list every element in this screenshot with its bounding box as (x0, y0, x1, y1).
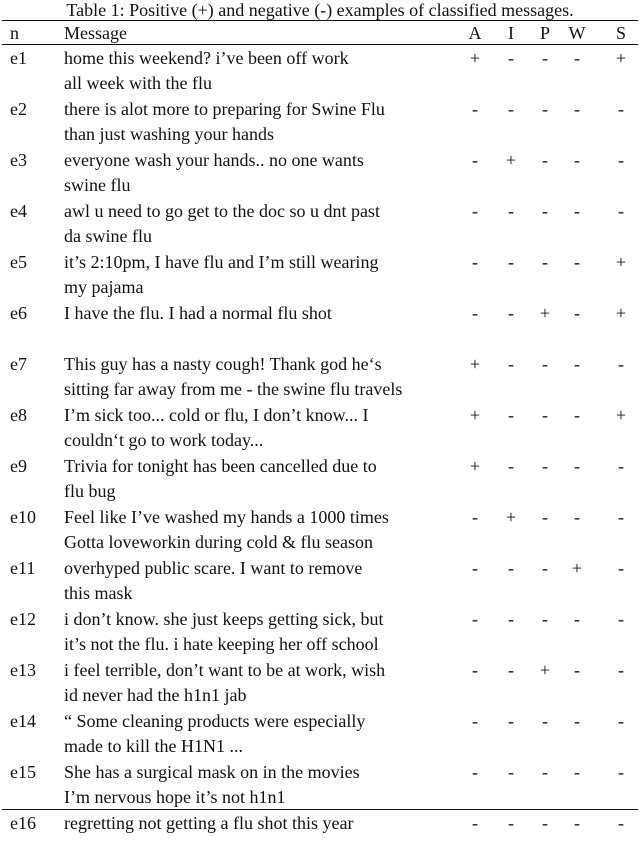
flag-s: - (618, 456, 624, 476)
flag-i: - (508, 456, 514, 476)
header-rule (2, 44, 638, 45)
message-line: I’m nervous hope it’s not h1n1 (64, 787, 286, 807)
flag-w: - (574, 813, 580, 833)
flag-w: - (574, 405, 580, 425)
flag-p: - (542, 48, 548, 68)
row-message (64, 811, 353, 836)
flag-s: - (618, 99, 624, 119)
flag-w: - (574, 99, 580, 119)
flag-a: - (472, 813, 478, 833)
message-line: da swine flu (64, 226, 152, 246)
row-id: e3 (10, 150, 27, 170)
message-line: all week with the flu (64, 73, 212, 93)
flag-s: - (618, 201, 624, 221)
row-message (64, 607, 383, 657)
row-id: e16 (10, 813, 36, 833)
message-line: home this weekend? i’ve been off work (64, 48, 349, 68)
row-message (64, 148, 364, 198)
flag-s: + (615, 303, 627, 323)
row-message (64, 250, 378, 300)
flag-a: - (472, 660, 478, 680)
row-id: e11 (10, 558, 36, 578)
message-line: it’s 2:10pm, I have flu and I’m still wearing (64, 252, 379, 272)
row-message (64, 505, 389, 555)
header-n: n (10, 23, 19, 43)
flag-w: - (574, 507, 580, 527)
row-message (64, 301, 332, 326)
flag-w: - (574, 354, 580, 374)
flag-s: - (618, 609, 624, 629)
flag-s: - (618, 558, 624, 578)
flag-w: - (574, 150, 580, 170)
message-line: id never had the h1n1 jab (64, 685, 247, 705)
flag-i: - (508, 99, 514, 119)
flag-i: - (508, 660, 514, 680)
message-line: This guy has a nasty cough! Thank god he‘s (64, 354, 382, 374)
row-id: e2 (10, 99, 27, 119)
row-id: e7 (10, 354, 27, 374)
header-p: P (539, 23, 550, 43)
row-id: e8 (10, 405, 27, 425)
message-line: my pajama (64, 277, 144, 297)
flag-i: - (508, 354, 514, 374)
message-line: I’m sick too... cold or flu, I don’t know... I (64, 405, 369, 425)
flag-s: - (618, 150, 624, 170)
flag-p: - (542, 252, 548, 272)
message-line: She has a surgical mask on in the movies (64, 762, 360, 782)
flag-p: - (542, 558, 548, 578)
flag-w: - (574, 762, 580, 782)
flag-a: - (472, 609, 478, 629)
flag-s: + (615, 48, 627, 68)
flag-p: - (542, 405, 548, 425)
flag-s: - (618, 660, 624, 680)
table-row (0, 403, 640, 454)
message-line: i don’t know. she just keeps getting sick, but (64, 609, 384, 629)
flag-p: - (542, 762, 548, 782)
row-message (64, 46, 349, 96)
message-line: than just washing your hands (64, 124, 274, 144)
top-rule (2, 20, 638, 21)
message-line: this mask (64, 583, 133, 603)
flag-p: - (542, 813, 548, 833)
flag-a: + (469, 456, 481, 476)
flag-w: - (574, 456, 580, 476)
message-line: Trivia for tonight has been cancelled due to (64, 456, 377, 476)
flag-a: + (469, 48, 481, 68)
flag-i: - (508, 558, 514, 578)
flag-w: + (571, 558, 583, 578)
table-row (0, 301, 640, 352)
message-line: I have the flu. I had a normal flu shot (64, 303, 332, 323)
bottom-rule (2, 809, 638, 810)
flag-s: - (618, 762, 624, 782)
flag-w: - (574, 303, 580, 323)
message-line: regretting not getting a flu shot this year (64, 813, 354, 833)
flag-i: + (505, 150, 517, 170)
flag-a: - (472, 762, 478, 782)
message-line: everyone wash your hands.. no one wants (64, 150, 364, 170)
row-message (64, 199, 380, 249)
message-line: flu bug (64, 481, 116, 501)
flag-a: - (472, 711, 478, 731)
header-message: Message (64, 23, 127, 43)
flag-a: + (469, 354, 481, 374)
row-message (64, 658, 385, 708)
message-line: overhyped public scare. I want to remove (64, 558, 363, 578)
flag-i: - (508, 48, 514, 68)
flag-s: + (615, 405, 627, 425)
row-id: e1 (10, 48, 27, 68)
flag-s: - (618, 507, 624, 527)
flag-s: - (618, 813, 624, 833)
flag-i: - (508, 609, 514, 629)
table-row (0, 352, 640, 403)
flag-p: - (542, 456, 548, 476)
row-message (64, 97, 385, 147)
row-message (64, 352, 402, 402)
flag-i: + (505, 507, 517, 527)
row-id: e12 (10, 609, 36, 629)
flag-p: - (542, 150, 548, 170)
table-row (0, 97, 640, 148)
flag-a: - (472, 99, 478, 119)
flag-s: - (618, 711, 624, 731)
message-line: sitting far away from me - the swine flu travels (64, 379, 403, 399)
table-row (0, 658, 640, 709)
flag-i: - (508, 762, 514, 782)
table-row (0, 556, 640, 607)
flag-a: - (472, 303, 478, 323)
row-message (64, 403, 368, 453)
message-line: Gotta loveworkin during cold & flu season (64, 532, 373, 552)
message-line: i feel terrible, don’t want to be at work, wish (64, 660, 386, 680)
flag-i: - (508, 405, 514, 425)
table-row (0, 199, 640, 250)
flag-w: - (574, 609, 580, 629)
flag-w: - (574, 660, 580, 680)
table-row (0, 760, 640, 811)
flag-w: - (574, 252, 580, 272)
table-caption: Table 1: Positive (+) and negative (-) examples of classified messages. (66, 0, 574, 20)
row-message (64, 760, 360, 810)
flag-s: - (618, 354, 624, 374)
flag-i: - (508, 711, 514, 731)
flag-a: + (469, 405, 481, 425)
message-line: Feel like I’ve washed my hands a 1000 times (64, 507, 389, 527)
message-line: there is alot more to preparing for Swine Flu (64, 99, 385, 119)
table-row (0, 505, 640, 556)
header-w: W (568, 23, 586, 43)
table-row (0, 607, 640, 658)
flag-s: + (615, 252, 627, 272)
flag-a: - (472, 150, 478, 170)
flag-w: - (574, 48, 580, 68)
flag-i: - (508, 813, 514, 833)
row-id: e5 (10, 252, 27, 272)
flag-i: - (508, 252, 514, 272)
message-line: “ Some cleaning products were especially (64, 711, 366, 731)
message-line: awl u need to go get to the doc so u dnt past (64, 201, 380, 221)
row-id: e13 (10, 660, 36, 680)
message-line: couldn‘t go to work today... (64, 430, 264, 450)
flag-i: - (508, 201, 514, 221)
flag-p: - (542, 711, 548, 731)
flag-p: - (542, 99, 548, 119)
table-row (0, 250, 640, 301)
row-message (64, 454, 377, 504)
row-id: e15 (10, 762, 36, 782)
flag-p: - (542, 354, 548, 374)
header-i: I (508, 23, 514, 43)
table-row (0, 709, 640, 760)
flag-a: - (472, 201, 478, 221)
flag-p: - (542, 507, 548, 527)
flag-a: - (472, 507, 478, 527)
row-id: e6 (10, 303, 27, 323)
message-line: it’s not the flu. i hate keeping her off school (64, 634, 379, 654)
message-line: made to kill the H1N1 ... (64, 736, 243, 756)
row-message (64, 556, 362, 606)
flag-p: - (542, 609, 548, 629)
header-s: S (615, 23, 626, 43)
flag-p: + (539, 303, 551, 323)
message-line: swine flu (64, 175, 131, 195)
table-row (0, 148, 640, 199)
row-id: e14 (10, 711, 36, 731)
flag-p: + (539, 660, 551, 680)
flag-a: - (472, 558, 478, 578)
flag-i: - (508, 303, 514, 323)
table-row (0, 454, 640, 505)
row-id: e4 (10, 201, 27, 221)
row-id: e10 (10, 507, 36, 527)
table-row (0, 811, 640, 862)
flag-a: - (472, 252, 478, 272)
table-row (0, 46, 640, 97)
flag-p: - (542, 201, 548, 221)
row-message (64, 709, 365, 759)
flag-w: - (574, 201, 580, 221)
row-id: e9 (10, 456, 27, 476)
header-a: A (468, 23, 482, 43)
flag-w: - (574, 711, 580, 731)
